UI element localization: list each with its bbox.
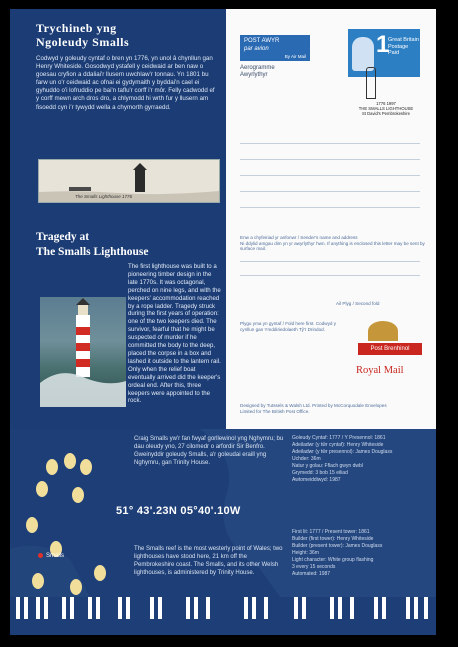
light-beam-icon [36, 481, 48, 497]
sender-instructions: Enw a chyfeiriad yr anfonwr / Sender's name and address Ni ddylid amgau dim yn yr awyrlythyr hwn. If anything is enclosed this letter may be sent by surface mail. [240, 235, 425, 252]
sender-line [240, 275, 420, 276]
smalls-label: Smalls [46, 553, 65, 559]
address-line [240, 143, 420, 144]
welsh-paragraph: Codwyd y goleudy cyntaf o bren yn 1776, yn unol â chynllun gan Henry Whiteside. Gosodwyd ystafell y ceidwaid ar ben naw o goesau cryfion a ddaliai'r llusern uwchlaw'r tonnau. Yn 1801 bu farw un o'r ceidwaid ac ofnai ei gydymaith y byddai'n cael ei gyhuddo o'i lofruddio pe bai'n taflu'r corff i'r môr. Felly cadwodd ef y corff mewn arch dros dro, a chlymodd hi wrth fur y llusern am fisoedd cyn i'r tywydd wella a chymorth gyrraedd. [36, 55, 215, 111]
lighthouse-photo-image [40, 297, 126, 407]
second-fold-label: Ail Plyg / Second fold [336, 301, 380, 306]
postage-stamp: 1 Great Britain Postage Paid [348, 29, 420, 77]
queen-head-icon [352, 37, 374, 71]
lighthouse-sketch [38, 159, 220, 203]
address-line [240, 159, 420, 160]
address-line [240, 207, 420, 208]
map-intro-english: The Smalls reef is the most westerly point of Wales; two lighthouses have stood here, 21 km off the Pembrokeshire coast. The Smalls, and its other Welsh lighthouses, is administered by Trinity House. [134, 546, 283, 576]
welsh-heading: Trychineb yng Ngoleudy Smalls [36, 21, 130, 49]
smalls-location-marker [38, 553, 43, 558]
lighthouse-facts-welsh: Goleudy Cyntaf: 1777 / Y Presennol: 1861 Adeiladwr (y tŵr cyntaf): Henry Whiteside Adeiladwr (y tŵr presennol): James Douglass Uchder: 36m Natur y golau: Fflach gwyn dwbl Grymedd: 3 bob 15 eiliad Awtomeiddiwyd: 1987 [292, 435, 393, 483]
aerogramme-sheet [10, 9, 436, 635]
map-panel [10, 429, 436, 635]
light-beam-icon [72, 487, 84, 503]
history-panel [10, 9, 226, 429]
english-paragraph: The first lighthouse was built to a pioneering timber design in the late 1770s. It was octagonal, perched on nine legs, and with the keepers' accommodation reached by a rope ladder. Tragedy struck during the first years of operation: one of the two keepers died. The survivor, fearful that he might be suspected of murder if he committed the body to the deep, placed the corpse in a box and lashed it outside to the lantern rail. Only when the relief boat eventually arrived did the keeper's ordeal end. After this, three keepers were appointed to the rock. [36, 263, 222, 413]
airmail-label: POST AWYR par avion By Air Mail [240, 35, 310, 61]
address-panel [226, 9, 436, 429]
english-heading: Tragedy at The Smalls Lighthouse [36, 231, 149, 258]
light-beam-icon [46, 459, 58, 475]
aerogramme-label: Aerogramme Awyrlythyr [240, 65, 275, 78]
address-line [240, 175, 420, 176]
postmark: 1776 1997 THE SMALLS LIGHTHOUSE St David's Pembrokeshire [358, 101, 414, 116]
decorative-stripe [10, 597, 436, 619]
light-beam-icon [26, 517, 38, 533]
printer-credit: Designed by Tutssels & Walsh Ltd. Printed by McCorquodale Envelopes Limited for The British Post Office. [240, 403, 387, 414]
lighthouse-photo [40, 297, 126, 407]
lighthouse-facts-english: First lit: 1777 / Present tower: 1861 Builder (first tower): Henry Whiteside Builder (present tower): James Douglass Height: 36m Light character: White group flashing 3 every 15 seconds Automated: 1987 [292, 529, 383, 577]
light-beam-icon [80, 459, 92, 475]
light-beam-icon [94, 565, 106, 581]
address-line [240, 191, 420, 192]
light-beam-icon [32, 573, 44, 589]
light-beam-icon [70, 579, 82, 595]
map-intro-welsh: Craig Smalls yw'r fan fwyaf gorllewinol yng Nghymru; bu dau oleudy yno, 27 cilomedr o arfordir Sir Benfro. Gweinyddir goleudy Smalls, a'r goleudai eraill yng Nghymru, gan Trinity House. [134, 436, 284, 466]
coordinates: 51° 43'.23N 05°40'.10W [116, 505, 241, 517]
lighthouse-icon [366, 67, 376, 99]
fold-instructions: Plygu yma yn gyntaf / Fold here first. Codwyd y cynllun gan Ymddiriedolaeth Tŷ'r Drindod. [240, 321, 336, 332]
sketch-caption: The Smalls Lighthouse 1776 [75, 194, 133, 199]
sender-line [240, 261, 420, 262]
light-beam-icon [64, 453, 76, 469]
crown-icon [368, 321, 398, 341]
post-brenhinol-badge: Post Brenhinol [358, 343, 422, 355]
royal-mail-logo: Royal Mail [356, 365, 404, 376]
